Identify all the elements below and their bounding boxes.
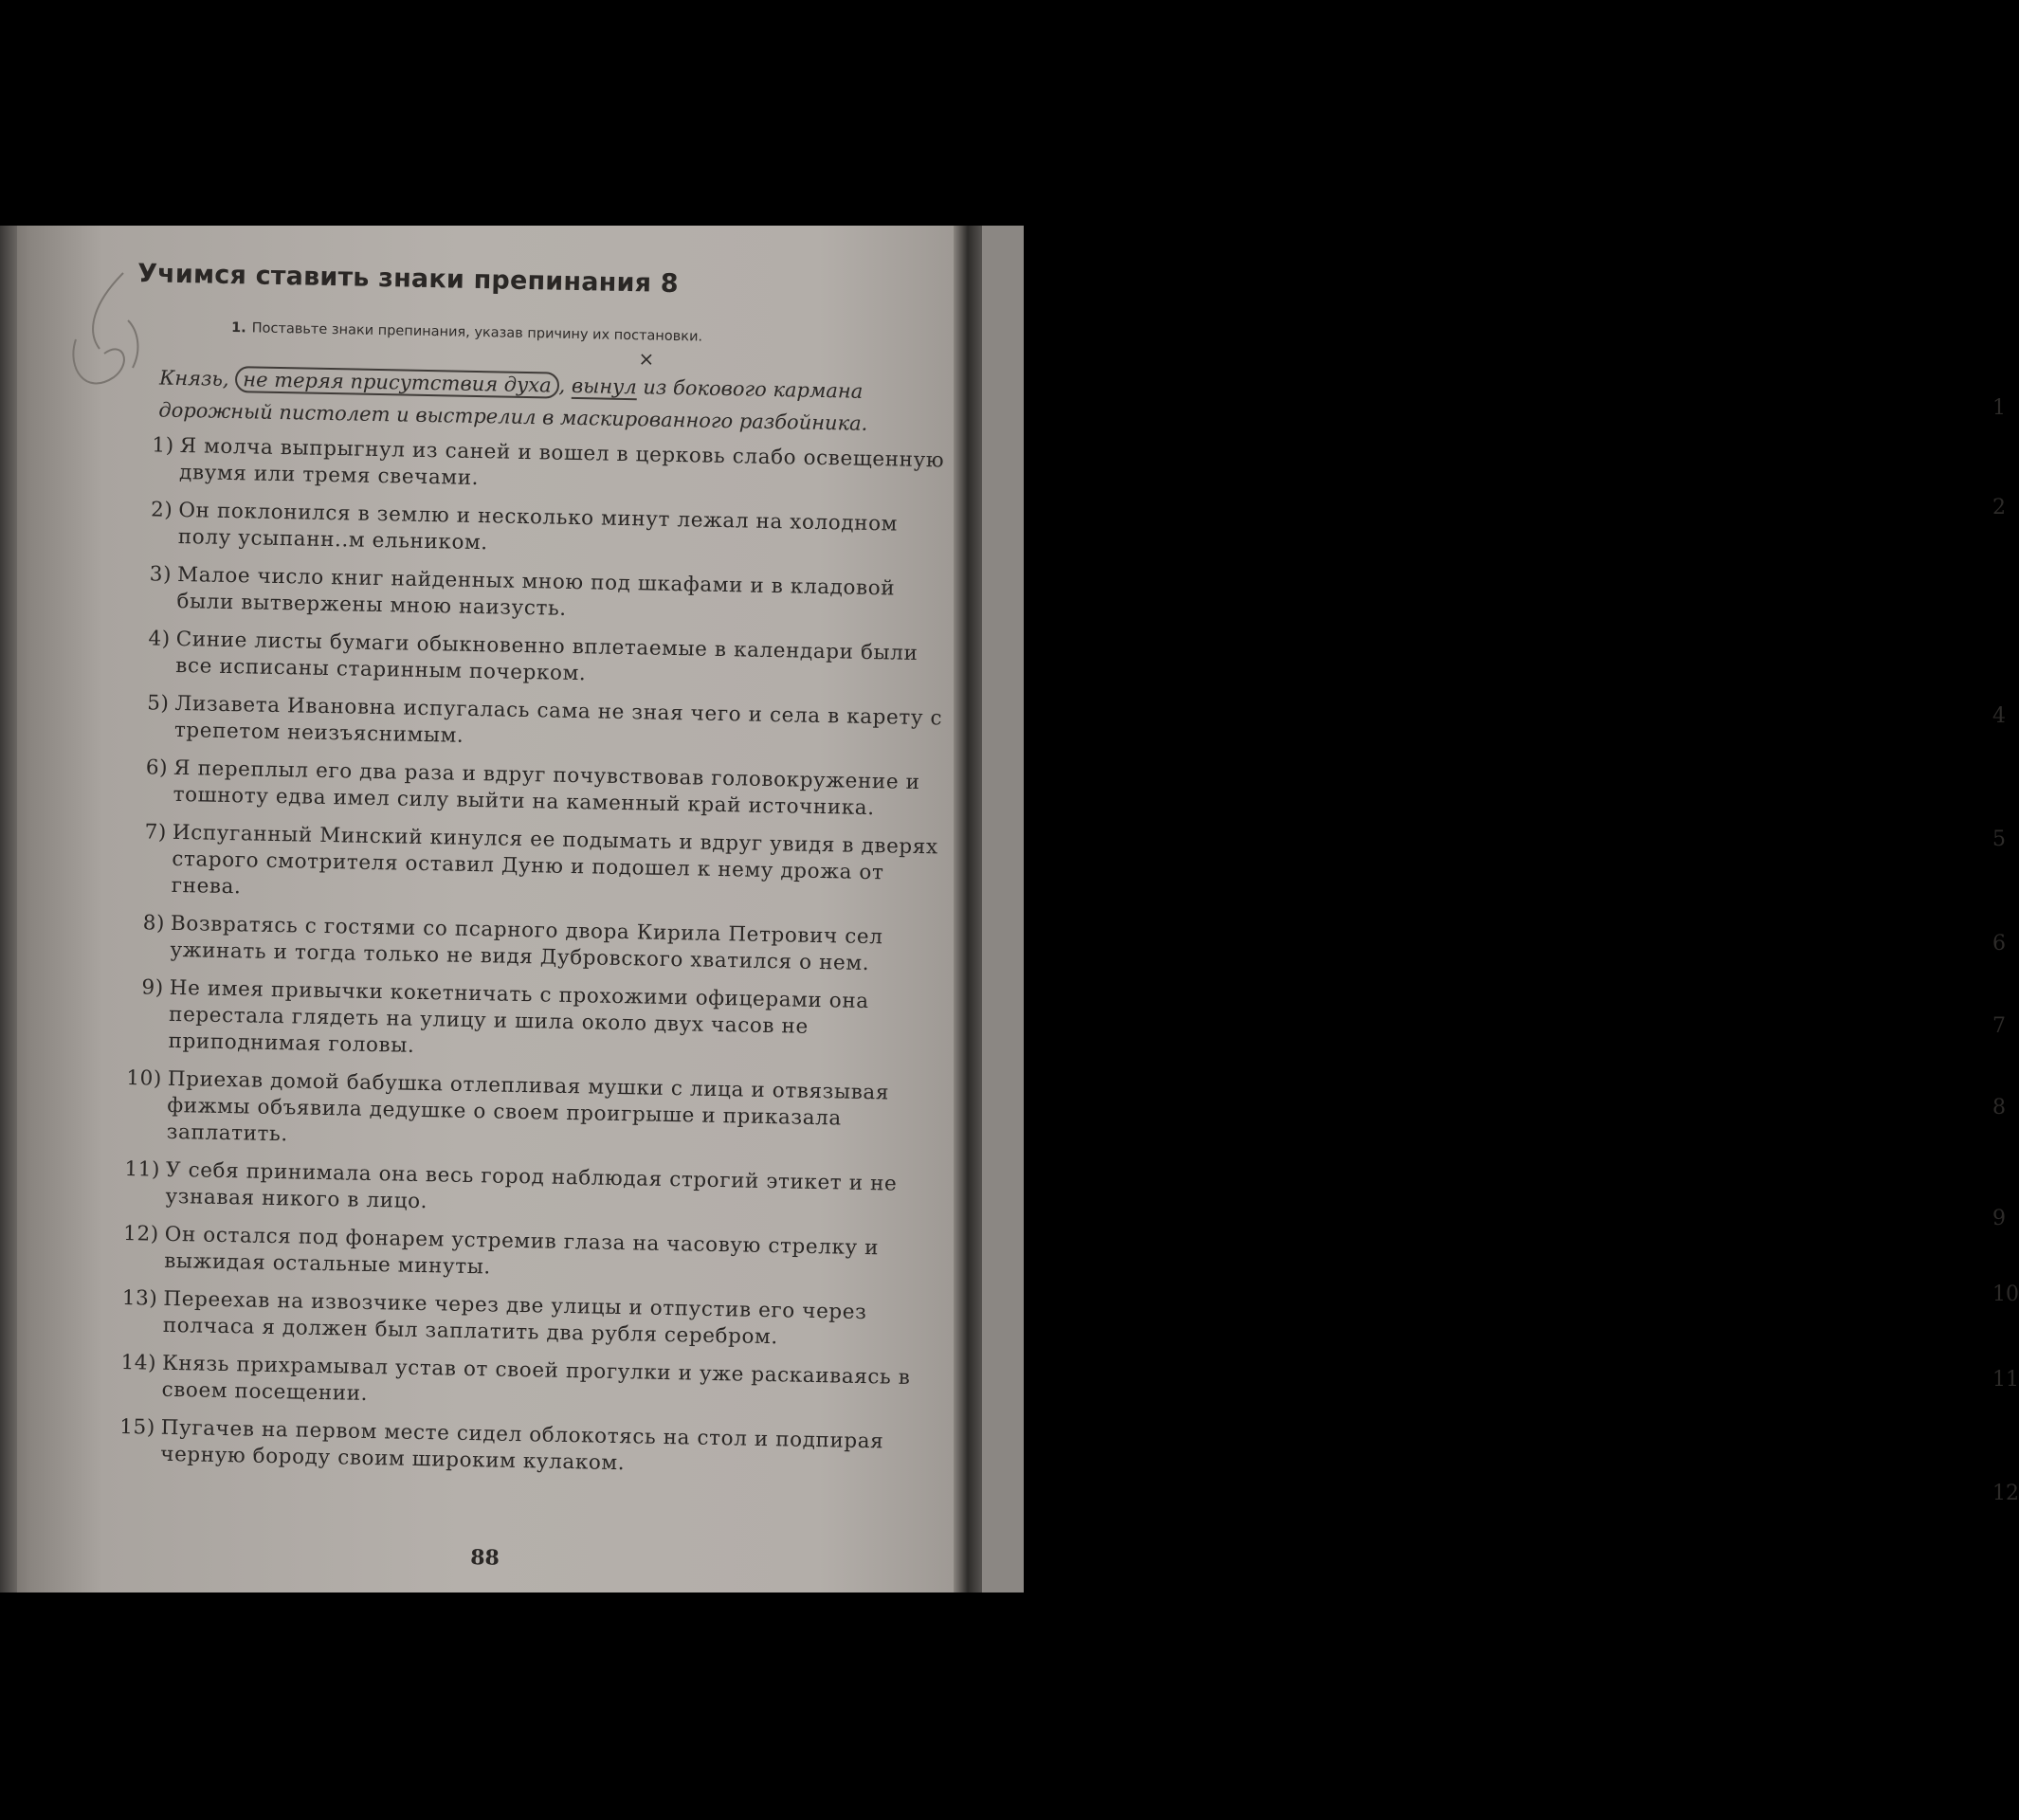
item-number: 13) [121, 1285, 158, 1311]
item-text: Синие листы бумаги обыкновенно вплетаемые в календари были все исписаны старинным почерком. [175, 627, 919, 686]
item-number: 9) [141, 975, 164, 1000]
exercise-item [110, 690, 945, 759]
item-number: 5) [146, 691, 170, 716]
item-text: Он остался под фонарем устремив глаза на часовую стрелку и выжидая остальные минуты. [163, 1222, 880, 1280]
exercise-item [96, 1413, 931, 1483]
task-instruction [231, 320, 702, 345]
item-text: Я переплыл его два раза и вдруг почувствовав головокружение и тошноту едва имел силу выйти на каменный край источника. [173, 755, 920, 821]
page-title: Учимся ставить знаки препинания 8 [136, 259, 680, 300]
next-page-number: 1 [1992, 396, 2006, 420]
item-text: Приехав домой бабушка отлепливая мушки с лица и отвязывая фижмы объявила дедушке о своем проигрыше и приказала заплатить. [166, 1066, 890, 1147]
next-page-number: 12 [1992, 1482, 2019, 1505]
item-text: Возвратясь с гостями со псарного двора Кирила Петрович сел ужинать и тогда только не видя Дубровского хватился о нем. [170, 911, 883, 976]
item-number: 4) [148, 627, 172, 651]
task-text: Поставьте знаки препинания, указав причину их постановки. [251, 320, 703, 345]
next-page-number: 5 [1992, 828, 2006, 851]
item-number: 3) [149, 562, 173, 587]
next-page-number: 8 [1992, 1096, 2006, 1119]
exercise-item [102, 1065, 937, 1161]
exercise-item [114, 497, 949, 566]
item-number: 14) [120, 1350, 157, 1375]
item-text: Не имея привычки кокетничать с прохожими офицерами она перестала глядеть на улицу и шила около двух часов не приподнимая головы. [168, 975, 869, 1058]
handwritten-x-mark: × [638, 347, 655, 371]
exercise-item [100, 1221, 935, 1290]
exercise-item [115, 432, 950, 501]
next-page-number: 7 [1992, 1014, 2006, 1038]
item-text: Лизавета Ивановна испугалась сама не зная чего и села в карету с трепетом неизъяснимым. [173, 691, 943, 748]
task-number: 1. [230, 320, 246, 337]
exercise-item [111, 626, 946, 695]
next-page-number: 9 [1992, 1207, 2006, 1230]
item-number: 7) [144, 820, 168, 845]
item-text: Испуганный Минский кинулся ее подымать и вдруг увидя в дверях старого смотрителя оставил Дуню и подошел к нему дрожа от гнева. [171, 820, 938, 900]
next-page-number: 10 [1992, 1283, 2019, 1306]
item-number: 6) [145, 755, 169, 780]
next-page-number: 11 [1992, 1368, 2019, 1392]
page-content [0, 223, 949, 1608]
item-text: Он поклонился в землю и несколько минут лежал на холодном полу усыпанн..м ельником. [177, 498, 899, 555]
item-text: Малое число книг найденных мною под шкафами и в кладовой были вытвержены мною наизусть. [176, 562, 896, 621]
example-part-3: из бокового кармана дорожный пистолет и выстрелил в маскированного разбойника. [158, 375, 868, 435]
item-number: 8) [142, 911, 166, 936]
item-number: 15) [119, 1414, 156, 1440]
book-gutter [954, 226, 982, 1592]
example-sentence [158, 362, 937, 442]
item-text: У себя принимала она весь город наблюдая строгий этикет и не узнавая никого в лицо. [165, 1157, 898, 1214]
next-page-number: 4 [1992, 704, 2006, 728]
exercise-item [99, 1285, 934, 1355]
item-text: Переехав на извозчике через две улицы и отпустив его через полчаса я должен был заплатить два рубля серебром. [162, 1286, 867, 1350]
next-page-number: 6 [1992, 932, 2006, 956]
exercise-item [103, 974, 938, 1070]
exercise-item [105, 910, 940, 979]
example-part-1: Князь, [158, 366, 236, 391]
exercise-item [107, 819, 942, 915]
next-page-number: 2 [1992, 496, 2006, 519]
example-part-2: , [558, 373, 573, 397]
exercise-item [97, 1350, 932, 1419]
item-number: 1) [152, 433, 174, 458]
circled-participle-phrase: не теряя присутствия духа [235, 366, 559, 399]
exercise-list [96, 432, 950, 1495]
item-number: 12) [122, 1221, 159, 1247]
item-text: Я молча выпрыгнул из саней и вошел в церковь слабо освещенную двумя или тремя свечами. [178, 433, 945, 491]
exercise-item [112, 561, 947, 630]
item-number: 2) [150, 498, 173, 522]
book-photo [0, 226, 2019, 1592]
underlined-predicate: вынул [571, 373, 637, 399]
item-number: 10) [126, 1066, 163, 1091]
item-text: Князь прихрамывал устав от своей прогулки и уже раскаиваясь в своем посещении. [161, 1351, 911, 1406]
next-page-edge [982, 226, 2019, 1592]
item-number: 11) [124, 1157, 161, 1182]
page-number: 88 [469, 1545, 500, 1571]
item-text: Пугачев на первом месте сидел облокотясь на стол и подпирая черную бороду своим широким кулаком. [160, 1415, 884, 1476]
exercise-item [100, 1156, 936, 1226]
exercise-item [108, 755, 943, 824]
